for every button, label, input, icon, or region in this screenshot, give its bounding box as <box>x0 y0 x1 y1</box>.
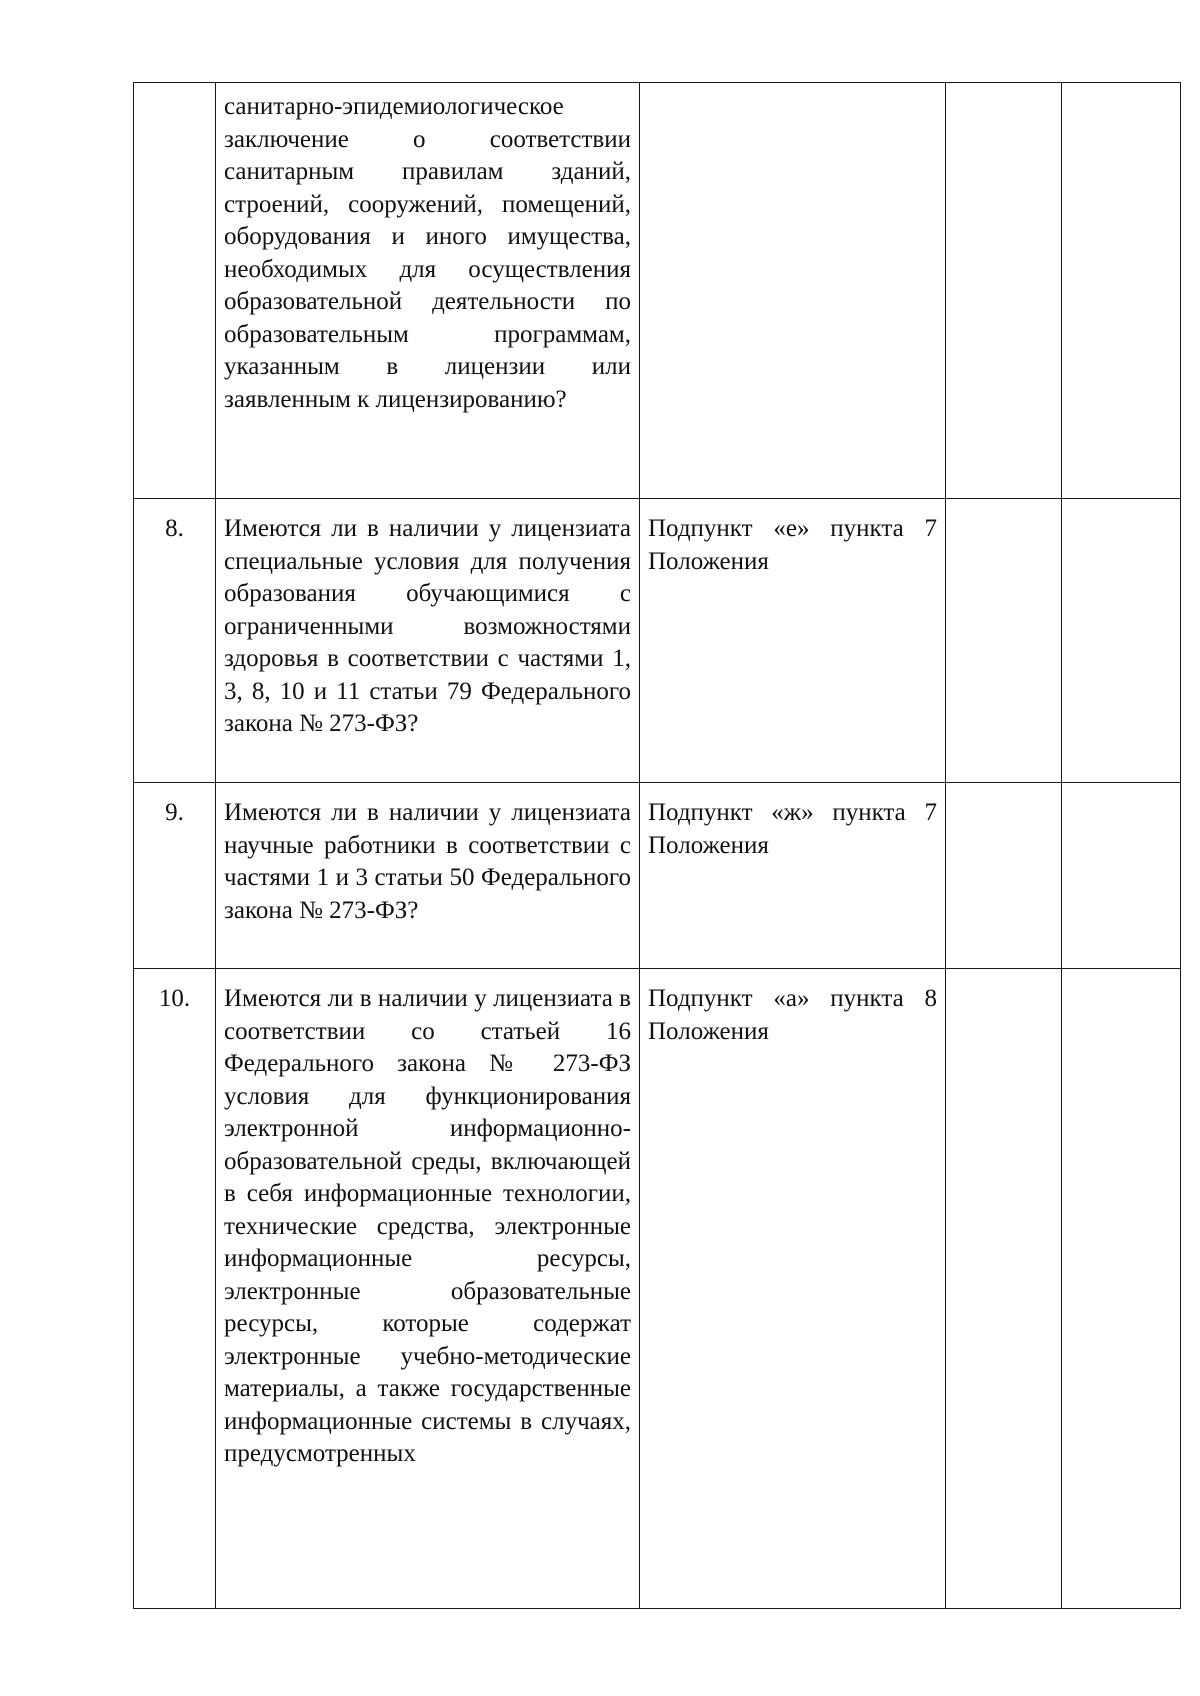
note-cell <box>1062 499 1181 783</box>
legal-basis <box>640 83 946 499</box>
note-cell <box>1062 83 1181 499</box>
question-text: Имеются ли в наличии у лицензиата специальные условия для получения образования обучающимися с ограниченными возможностями здоровья в соответствии с частями 1, 3, 8, 10 и 11 статьи 79 Федерального закона № 273-ФЗ? <box>216 499 640 783</box>
note-cell <box>1062 783 1181 969</box>
table-row <box>134 969 1181 1609</box>
answer-cell <box>946 83 1062 499</box>
answer-cell <box>946 499 1062 783</box>
row-number: 10. <box>134 969 216 1609</box>
table-row <box>134 499 1181 783</box>
checklist-table <box>133 82 1181 1609</box>
answer-cell <box>946 969 1062 1609</box>
legal-basis: Подпункт «е» пункта 7 Положения <box>640 499 946 783</box>
answer-cell <box>946 783 1062 969</box>
row-number <box>134 83 216 499</box>
question-text: санитарно-эпидемиологическое заключение о соответствии санитарным правилам зданий, строений, сооружений, помещений, оборудования и иного имущества, необходимых для осуществления образовательной деятельности по образовательным программам, указанным в лицензии или заявленным к лицензированию? <box>216 83 640 499</box>
table-row <box>134 783 1181 969</box>
question-text: Имеются ли в наличии у лицензиата научные работники в соответствии с частями 1 и 3 статьи 50 Федерального закона № 273-ФЗ? <box>216 783 640 969</box>
table-row <box>134 83 1181 499</box>
row-number: 9. <box>134 783 216 969</box>
legal-basis: Подпункт «а» пункта 8 Положения <box>640 969 946 1609</box>
legal-basis: Подпункт «ж» пункта 7 Положения <box>640 783 946 969</box>
question-text: Имеются ли в наличии у лицензиата в соответствии со статьей 16 Федерального закона № 273-ФЗ условия для функционирования электронной информационно-образовательной среды, включающей в себя информационные технологии, технические средства, электронные информационные ресурсы, электронные образовательные ресурсы, которые содержат электронные учебно-методические материалы, а также государственные информационные системы в случаях, предусмотренных <box>216 969 640 1609</box>
row-number: 8. <box>134 499 216 783</box>
note-cell <box>1062 969 1181 1609</box>
